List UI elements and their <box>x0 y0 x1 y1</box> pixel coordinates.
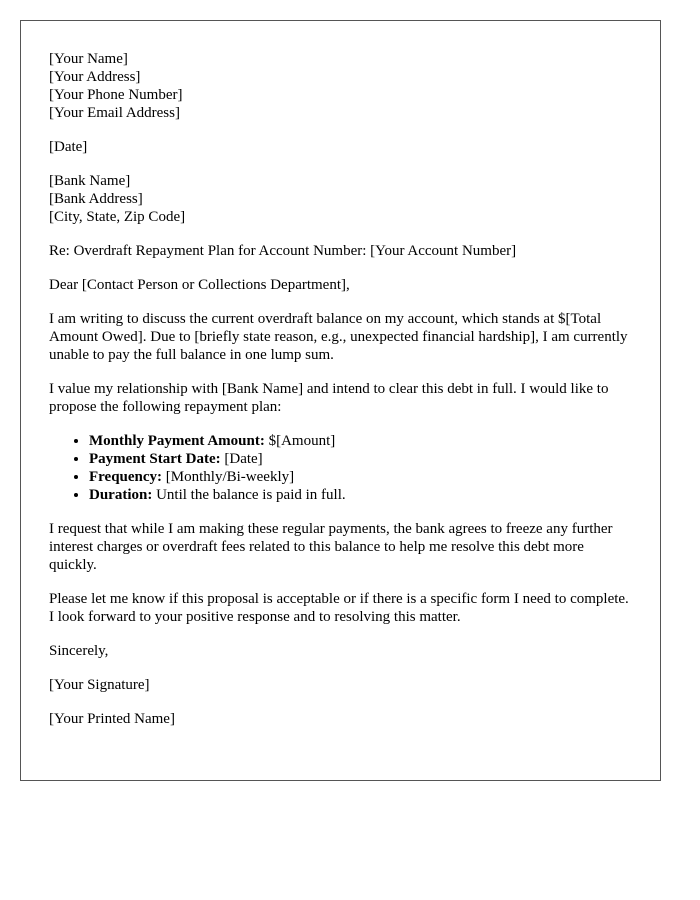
salutation: Dear [Contact Person or Collections Department], <box>49 277 350 293</box>
proposal-paragraph: I value my relationship with [Bank Name] and intend to clear this debt in full. I would like to propose the following repayment plan: <box>49 381 609 415</box>
letter-page <box>20 20 661 781</box>
recipient-bank-address: [Bank Address] <box>49 191 143 207</box>
sender-phone: [Your Phone Number] <box>49 87 183 103</box>
plan-item-value: Until the balance is paid in full. <box>152 487 346 503</box>
repayment-plan-list <box>49 432 632 504</box>
plan-item-label: Monthly Payment Amount: <box>89 433 265 449</box>
plan-item-value: [Monthly/Bi-weekly] <box>162 469 295 485</box>
letter-date: [Date] <box>49 139 88 155</box>
recipient-city-state-zip: [City, State, Zip Code] <box>49 209 186 225</box>
printed-name: [Your Printed Name] <box>49 711 175 727</box>
plan-item-frequency <box>89 468 632 486</box>
plan-item-monthly-amount <box>89 432 632 450</box>
closing-paragraph: Please let me know if this proposal is acceptable or if there is a specific form I need to complete. I look forward to your positive response and to resolving this matter. <box>49 591 629 625</box>
intro-paragraph: I am writing to discuss the current overdraft balance on my account, which stands at $[Total Amount Owed]. Due to [briefly state reason, e.g., unexpected financial hardship], I am currently unable to pay the full balance in one lump sum. <box>49 311 628 363</box>
signature-placeholder: [Your Signature] <box>49 677 150 693</box>
sender-block <box>49 50 632 122</box>
plan-item-duration <box>89 486 632 504</box>
sender-email: [Your Email Address] <box>49 105 180 121</box>
subject-line: Re: Overdraft Repayment Plan for Account Number: [Your Account Number] <box>49 243 517 259</box>
request-paragraph: I request that while I am making these regular payments, the bank agrees to freeze any further interest charges or overdraft fees related to this balance to help me resolve this debt more quickly. <box>49 521 613 573</box>
plan-item-label: Duration: <box>89 487 153 503</box>
signoff: Sincerely, <box>49 643 109 659</box>
plan-item-value: $[Amount] <box>264 433 336 449</box>
recipient-bank-name: [Bank Name] <box>49 173 131 189</box>
plan-item-label: Payment Start Date: <box>89 451 221 467</box>
plan-item-label: Frequency: <box>89 469 163 485</box>
plan-item-value: [Date] <box>220 451 263 467</box>
recipient-block <box>49 172 632 226</box>
sender-name: [Your Name] <box>49 51 128 67</box>
sender-address: [Your Address] <box>49 69 141 85</box>
plan-item-start-date <box>89 450 632 468</box>
